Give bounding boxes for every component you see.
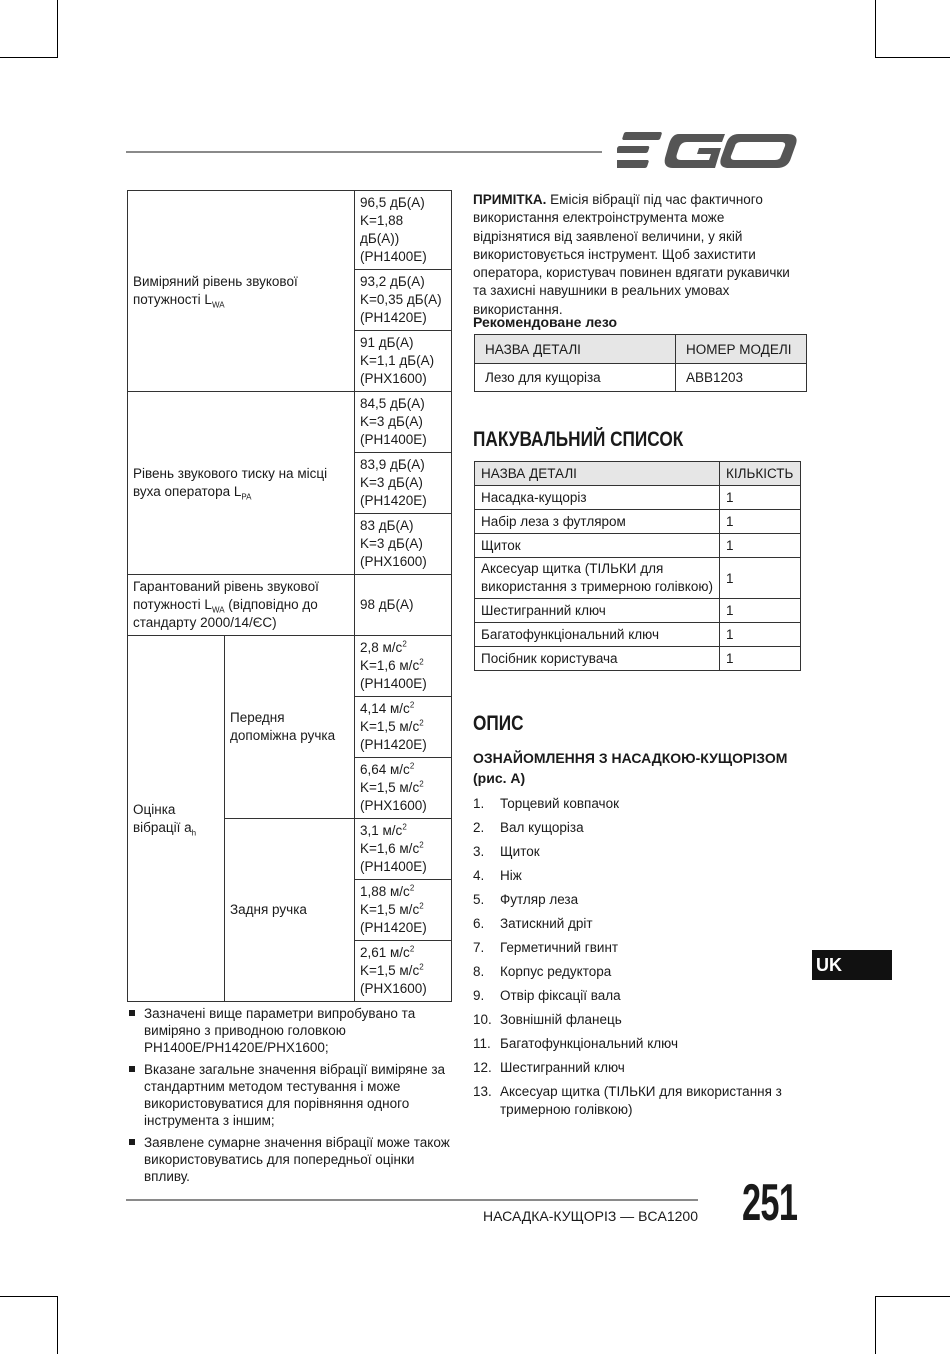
table-cell: Насадка-кущоріз bbox=[475, 486, 720, 510]
crop-mark bbox=[875, 57, 950, 58]
footer-rule bbox=[126, 1199, 698, 1201]
table-row bbox=[475, 558, 801, 599]
table-cell: 1 bbox=[720, 599, 801, 623]
footer-title: НАСАДКА-КУЩОРІЗ — BCA1200 bbox=[483, 1208, 698, 1224]
table-row bbox=[475, 534, 801, 558]
bullet-square-icon bbox=[129, 1010, 135, 1016]
vibration-note: ПРИМІТКА. Емісія вібрації під час фактичного використання електроінструмента може відрізнятися від заявленої величини, у якій використовується інструмент. Щоб захистити оператора, користувач повинен вдягати рукавички та захисні навушники в реальних умовах використання. bbox=[473, 192, 790, 317]
spec-value: 93,2 дБ(A) K=0,35 дБ(A) (PH1420E) bbox=[355, 270, 452, 331]
blade-table bbox=[474, 334, 807, 392]
description-subheading: ОЗНАЙОМЛЕННЯ З НАСАДКОЮ-КУЩОРІЗОМ (рис. A) bbox=[473, 750, 788, 786]
front-handle-label: Передня допоміжна ручка bbox=[225, 636, 355, 819]
list-item: 9. Отвір фіксації вала bbox=[473, 988, 621, 1003]
spec-value: 98 дБ(A) bbox=[355, 575, 452, 636]
list-item: 11. Багатофункціональний ключ bbox=[473, 1036, 679, 1051]
list-item: Вказане загальне значення вібрації виміряне за стандартним методом тестування і може використовуватися для порівняння одного інструмента з іншим; bbox=[127, 1061, 457, 1129]
table-cell: 1 bbox=[720, 647, 801, 671]
table-cell: Аксесуар щитка (ТІЛЬКИ для використання з тримерною голівкою) bbox=[475, 558, 720, 599]
table-row bbox=[475, 599, 801, 623]
guaranteed-power-label: Гарантований рівень звукової потужності $L_{WA}$ (відповідно до стандарту 2000/14/ЄС) bbox=[128, 575, 355, 636]
blade-heading: Рекомендоване лезо bbox=[473, 314, 617, 330]
table-cell: 1 bbox=[720, 510, 801, 534]
parts-list bbox=[473, 795, 803, 1125]
spec-value: 3,1 $м/с^2$ K=1,6 $м/с^2$ (PH1400E) bbox=[355, 819, 452, 880]
table-cell: 1 bbox=[720, 558, 801, 599]
table-row bbox=[475, 647, 801, 671]
spec-value: 6,64 $м/с^2$ K=1,5 $м/с^2$ (PHX1600) bbox=[355, 758, 452, 819]
spec-value: 83 дБ(A) K=3 дБ(A) (PHX1600) bbox=[355, 514, 452, 575]
packing-table bbox=[474, 461, 801, 671]
spec-value: 96,5 дБ(A) K=1,88 дБ(A)) (PH1400E) bbox=[355, 191, 452, 270]
table-cell: Багатофункціональний ключ bbox=[475, 623, 720, 647]
table-cell: Лезо для кущоріза bbox=[475, 364, 676, 392]
list-item: 1. Торцевий ковпачок bbox=[473, 796, 620, 811]
table-cell: Щиток bbox=[475, 534, 720, 558]
list-item: 3. Щиток bbox=[473, 844, 540, 859]
crop-mark bbox=[57, 1296, 58, 1354]
list-item: 4. Ніж bbox=[473, 868, 522, 883]
table-row bbox=[475, 623, 801, 647]
crop-mark bbox=[875, 0, 876, 58]
spec-value: 2,8 $м/с^2$ K=1,6 $м/с^2$ (PH1400E) bbox=[355, 636, 452, 697]
notes-list bbox=[127, 1005, 457, 1190]
description-heading: ОПИС bbox=[473, 712, 524, 735]
list-item: 2. Вал кущоріза bbox=[473, 820, 584, 835]
table-header: КІЛЬКІСТЬ bbox=[720, 462, 801, 486]
spec-value: 91 дБ(A) K=1,1 дБ(A) (PHX1600) bbox=[355, 331, 452, 392]
page-number: 251 bbox=[742, 1174, 798, 1232]
list-item: 10. Зовнішній фланець bbox=[473, 1012, 622, 1027]
vibration-label: Оцінка вібрації $a_h$ bbox=[128, 636, 225, 1002]
table-cell: 1 bbox=[720, 623, 801, 647]
spec-value: 4,14 $м/с^2$ K=1,5 $м/с^2$ (PH1420E) bbox=[355, 697, 452, 758]
rear-handle-label: Задня ручка bbox=[225, 819, 355, 1002]
list-item: 6. Затискний дріт bbox=[473, 916, 593, 931]
table-row bbox=[475, 510, 801, 534]
list-item: 7. Герметичний гвинт bbox=[473, 940, 619, 955]
list-item: Зазначені вище параметри випробувано та виміряно з приводною головкою PH1400E/PH1420E/PHX1600; bbox=[127, 1005, 457, 1056]
table-header: НАЗВА ДЕТАЛІ bbox=[475, 462, 720, 486]
list-item: 13. Аксесуар щитка (ТІЛЬКИ для використання з тримерною голівкою) bbox=[473, 1084, 782, 1117]
table-header: НАЗВА ДЕТАЛІ bbox=[475, 335, 676, 364]
spec-value: 1,88 $м/с^2$ K=1,5 $м/с^2$ (PH1420E) bbox=[355, 880, 452, 941]
crop-mark bbox=[0, 1296, 58, 1297]
packing-heading: ПАКУВАЛЬНИЙ СПИСОК bbox=[473, 428, 684, 451]
header-rule bbox=[126, 151, 602, 153]
bullet-square-icon bbox=[129, 1139, 135, 1145]
list-item: 8. Корпус редуктора bbox=[473, 964, 612, 979]
table-header: НОМЕР МОДЕЛІ bbox=[676, 335, 807, 364]
crop-mark bbox=[875, 1296, 950, 1297]
table-cell: Посібник користувача bbox=[475, 647, 720, 671]
specifications-table bbox=[127, 190, 452, 1002]
sound-pressure-label: Рівень звукового тиску на місці вуха оператора $L_{PA}$ bbox=[128, 392, 355, 575]
crop-mark bbox=[57, 0, 58, 58]
table-cell: Набір леза з футляром bbox=[475, 510, 720, 534]
sound-power-label: Виміряний рівень звукової потужності $L_{WA}$ bbox=[128, 191, 355, 392]
list-item: Заявлене сумарне значення вібрації може також використовуватись для попередньої оцінки впливу. bbox=[127, 1134, 457, 1185]
list-item: 5. Футляр леза bbox=[473, 892, 579, 907]
spec-value: 83,9 дБ(A) K=3 дБ(A) (PH1420E) bbox=[355, 453, 452, 514]
crop-mark bbox=[875, 1296, 876, 1354]
spec-value: 2,61 $м/с^2$ K=1,5 $м/с^2$ (PHX1600) bbox=[355, 941, 452, 1002]
table-cell: 1 bbox=[720, 534, 801, 558]
ego-logo bbox=[617, 130, 799, 170]
table-row bbox=[475, 486, 801, 510]
language-tab: UK bbox=[812, 950, 892, 980]
table-cell: 1 bbox=[720, 486, 801, 510]
table-cell: ABB1203 bbox=[676, 364, 807, 392]
spec-value: 84,5 дБ(A) K=3 дБ(A) (PH1400E) bbox=[355, 392, 452, 453]
bullet-square-icon bbox=[129, 1066, 135, 1072]
list-item: 12. Шестигранний ключ bbox=[473, 1060, 625, 1075]
table-cell: Шестигранний ключ bbox=[475, 599, 720, 623]
crop-mark bbox=[0, 57, 58, 58]
